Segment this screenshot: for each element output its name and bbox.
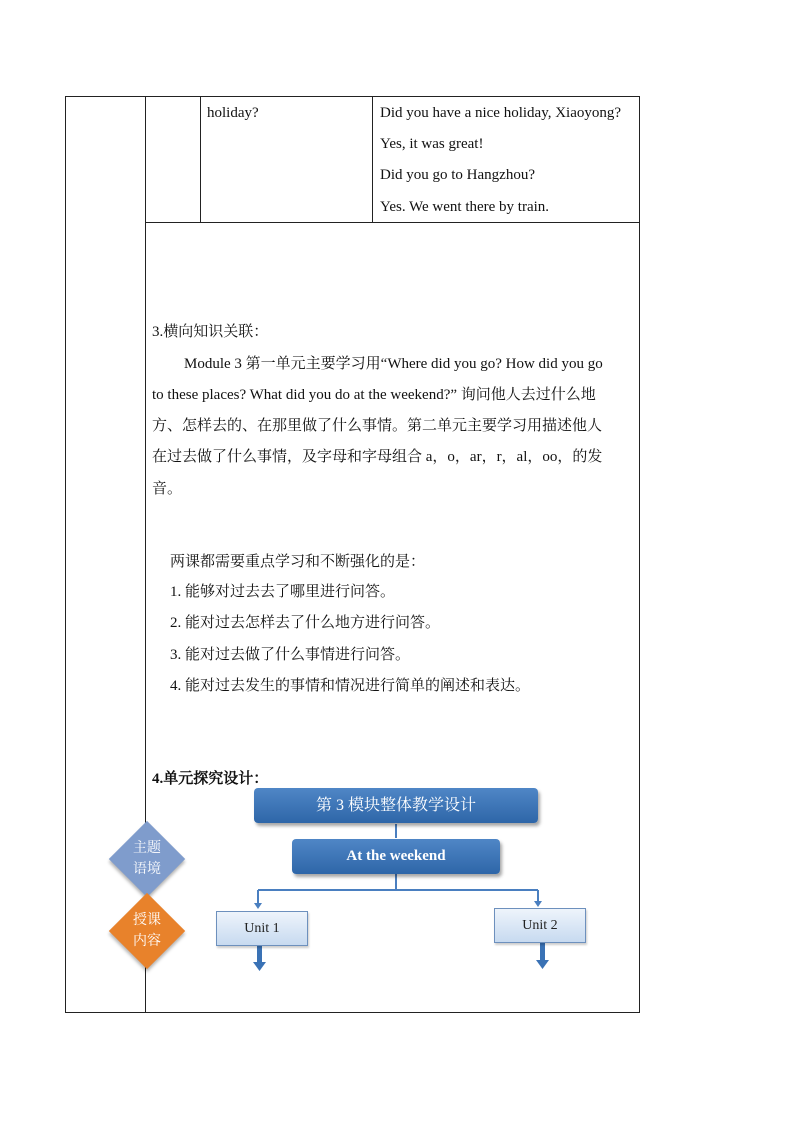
table-cell-question: holiday?	[207, 105, 259, 121]
lesson-content-label: 授课 内容	[133, 913, 161, 949]
section3-para-line: to these places? What did you do at the weekend?” 询问他人去过什么地	[152, 387, 596, 403]
list-item: 4. 能对过去发生的事情和情况进行简单的阐述和表达。	[170, 678, 531, 694]
section3-para-line: 方、怎样去的、在那里做了什么事情。第二单元主要学习用描述他人	[152, 418, 603, 434]
unit2-box: Unit 2	[494, 908, 586, 943]
down-arrow-icon	[253, 946, 266, 971]
dialogue-line: Yes. We went there by train.	[380, 199, 550, 215]
theme-box: At the weekend	[292, 839, 500, 874]
dialogue-line: Did you have a nice holiday, Xiaoyong?	[380, 105, 622, 121]
list-item: 2. 能对过去怎样去了什么地方进行问答。	[170, 615, 441, 631]
unit1-box: Unit 1	[216, 911, 308, 946]
section3-para-line: 在过去做了什么事情，及字母和字母组合 a，o，ar，r，al，oo，的发	[152, 449, 603, 465]
down-arrow-icon	[536, 943, 549, 969]
section4-heading: 4.单元探究设计：	[152, 771, 269, 787]
section3-heading: 3.横向知识关联：	[152, 324, 269, 340]
section3-para-line: Module 3 第一单元主要学习用“Where did you go? How did you go	[184, 356, 603, 372]
section3-para-line: 音。	[152, 481, 183, 497]
theme-context-label: 主题 语境	[133, 841, 161, 877]
dialogue-line: Did you go to Hangzhou?	[380, 167, 535, 183]
section3-intro: 两课都需要重点学习和不断强化的是：	[170, 554, 426, 570]
dialogue-line: Yes, it was great!	[380, 136, 484, 152]
list-item: 1. 能够对过去去了哪里进行问答。	[170, 584, 396, 600]
module-design-box: 第 3 模块整体教学设计	[254, 788, 538, 823]
list-item: 3. 能对过去做了什么事情进行问答。	[170, 647, 411, 663]
